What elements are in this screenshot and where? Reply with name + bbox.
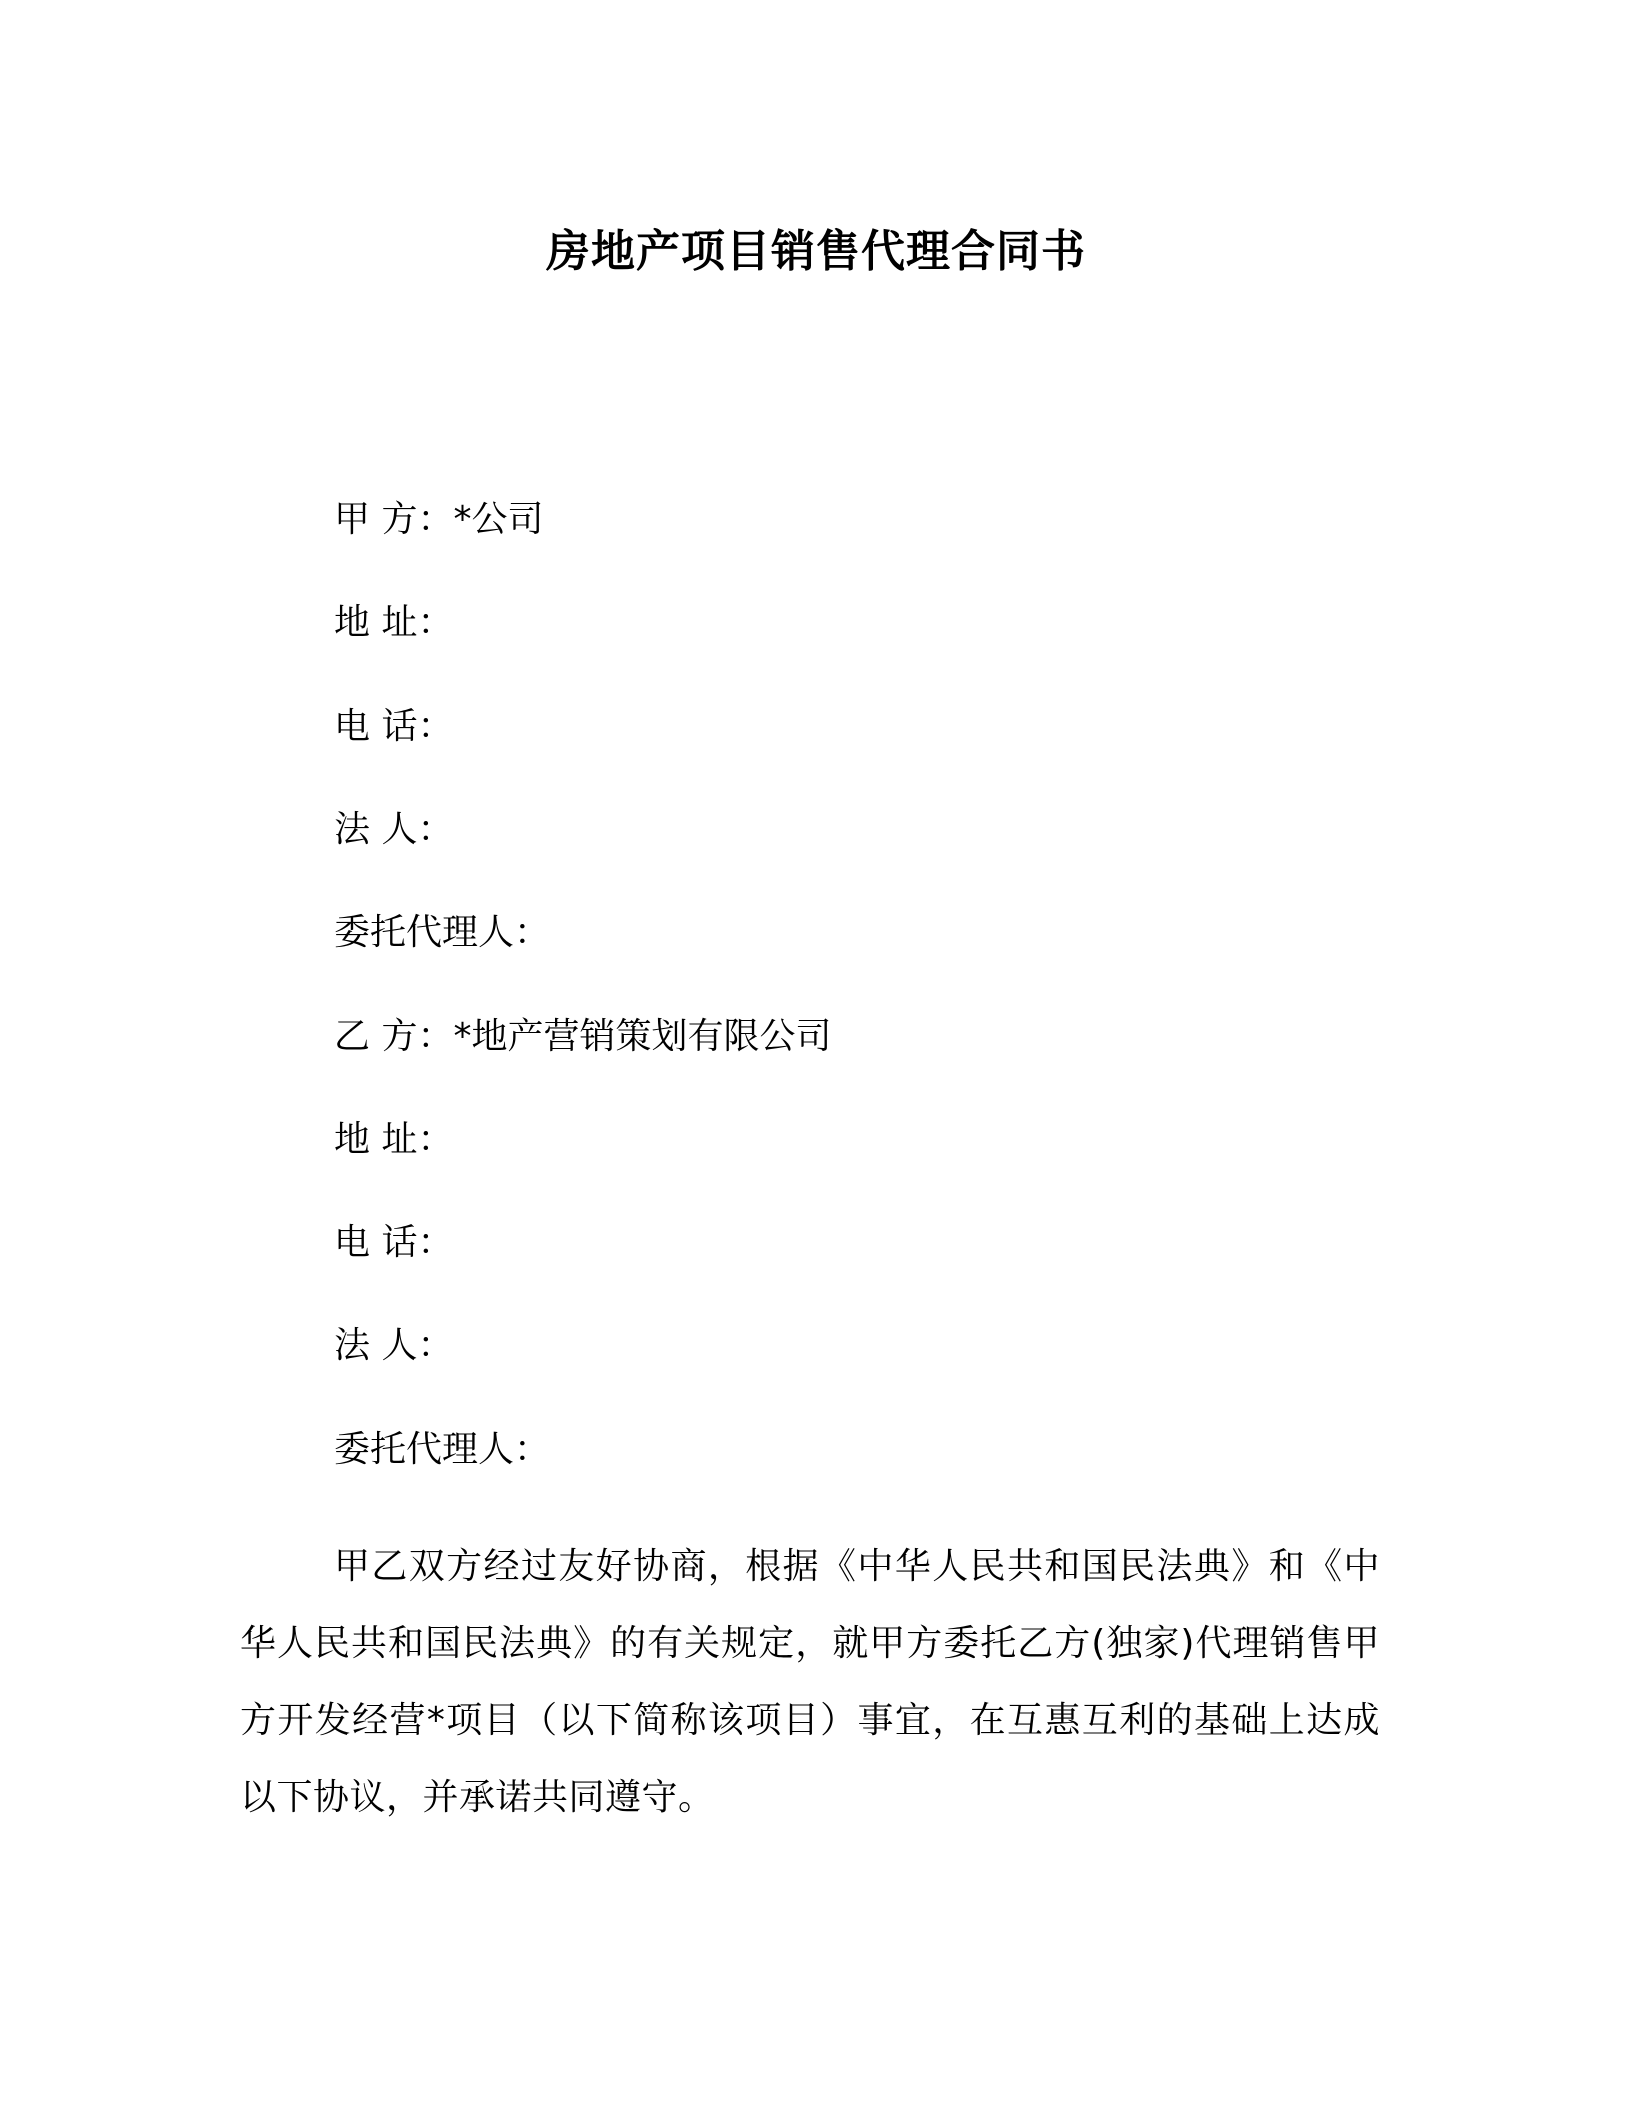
party-b-address: 地 址： — [334, 1119, 454, 1160]
party-a-address: 地 址： — [334, 602, 454, 643]
party-a-phone: 电 话： — [334, 706, 454, 747]
party-a-name: 甲 方：*公司 — [334, 499, 544, 540]
preamble-paragraph: 甲乙双方经过友好协商，根据《中华人民共和国民法典》和《中华人民共和国民法典》的有关规定，就甲方委托乙方(独家)代理销售甲方开发经营*项目（以下简称该项目）事宜，在互惠互利的基础上达成以下协议，并承诺共同遵守。 — [240, 1546, 1380, 1818]
party-b-phone: 电 话： — [334, 1222, 454, 1263]
party-b-legal-person: 法 人： — [334, 1325, 454, 1366]
party-b-name: 乙 方：*地产营销策划有限公司 — [334, 1016, 832, 1057]
party-a-agent: 委托代理人： — [334, 912, 551, 953]
party-a-legal-person: 法 人： — [334, 809, 454, 850]
document-title: 房地产项目销售代理合同书 — [546, 226, 1086, 277]
party-b-agent: 委托代理人： — [334, 1429, 551, 1470]
